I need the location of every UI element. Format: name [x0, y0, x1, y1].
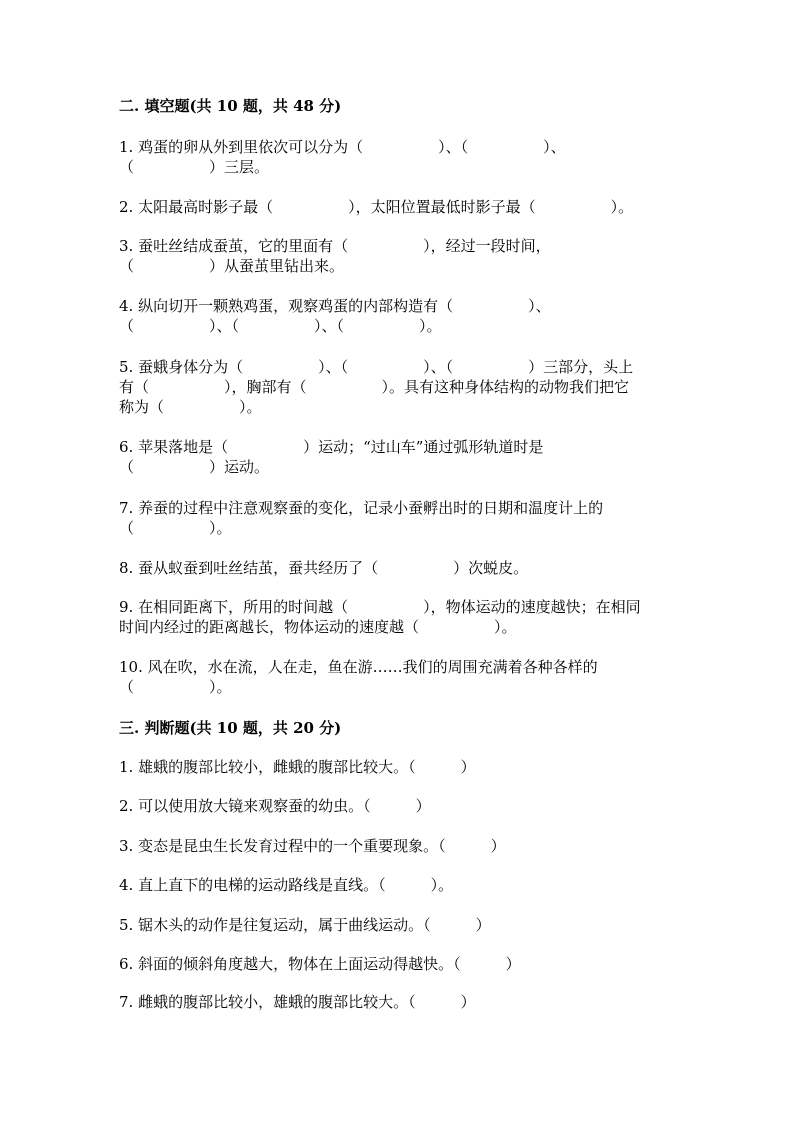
question-3-6 — [119, 954, 679, 974]
question-line: （ ）。 — [119, 519, 232, 537]
question-line: （ ）。 — [119, 678, 232, 696]
question-2-10 — [119, 657, 679, 697]
question-3-7 — [119, 992, 679, 1012]
question-3-4 — [119, 875, 679, 895]
question-line: 6. 斜面的倾斜角度越大，物体在上面运动得越快。（ ） — [119, 955, 521, 973]
question-2-7 — [119, 498, 679, 538]
question-2-9 — [119, 597, 679, 637]
question-2-4 — [119, 296, 679, 336]
question-line: 1. 鸡蛋的卵从外到里依次可以分为（ ）、（ ）、 — [119, 138, 566, 156]
question-2-5 — [119, 357, 679, 417]
question-line: 1. 雄蛾的腹部比较小，雌蛾的腹部比较大。（ ） — [119, 758, 476, 776]
question-2-8 — [119, 558, 679, 578]
question-2-1 — [119, 137, 679, 177]
question-line: （ ）、（ ）、（ ）。 — [119, 317, 442, 335]
section-title-true-false: 三. 判断题(共 10 题，共 20 分) — [119, 719, 342, 737]
question-line: 4. 直上直下的电梯的运动路线是直线。（ ）。 — [119, 876, 454, 894]
question-3-1 — [119, 757, 679, 777]
question-2-3 — [119, 236, 679, 276]
question-line: （ ）从蚕茧里钻出来。 — [119, 257, 345, 275]
question-line: 5. 蚕蛾身体分为（ ）、（ ）、（ ）三部分，头上 — [119, 358, 634, 376]
question-line: 8. 蚕从蚁蚕到吐丝结茧，蚕共经历了（ ）次蜕皮。 — [119, 559, 529, 577]
question-line: 9. 在相同距离下，所用的时间越（ ），物体运动的速度越快；在相同 — [119, 598, 641, 616]
question-line: 3. 变态是昆虫生长发育过程中的一个重要现象。（ ） — [119, 837, 506, 855]
question-2-2 — [119, 197, 679, 217]
question-line: 6. 苹果落地是（ ）运动；“过山车”通过弧形轨道时是 — [119, 438, 544, 456]
question-line: 时间内经过的距离越长，物体运动的速度越（ ）。 — [119, 618, 517, 636]
question-3-5 — [119, 915, 679, 935]
question-line: （ ）三层。 — [119, 158, 270, 176]
question-line: 3. 蚕吐丝结成蚕茧，它的里面有（ ），经过一段时间， — [119, 237, 551, 255]
question-line: 7. 养蚕的过程中注意观察蚕的变化，记录小蚕孵出时的日期和温度计上的 — [119, 499, 604, 517]
question-line: 5. 锯木头的动作是往复运动，属于曲线运动。（ ） — [119, 916, 491, 934]
question-3-3 — [119, 836, 679, 856]
question-line: 10. 风在吹，水在流，人在走，鱼在游……我们的周围充满着各种各样的 — [119, 658, 598, 676]
question-line: 7. 雌蛾的腹部比较小，雄蛾的腹部比较大。（ ） — [119, 993, 476, 1011]
section-title-fill-in-blank: 二. 填空题(共 10 题，共 48 分) — [119, 97, 342, 115]
question-line: （ ）运动。 — [119, 458, 270, 476]
question-line: 2. 可以使用放大镜来观察蚕的幼虫。（ ） — [119, 797, 431, 815]
question-2-6 — [119, 437, 679, 477]
question-line: 有（ ），胸部有（ ）。具有这种身体结构的动物我们把它 — [119, 378, 630, 396]
question-3-2 — [119, 796, 679, 816]
question-line: 称为（ ）。 — [119, 398, 262, 416]
question-line: 2. 太阳最高时影子最（ ），太阳位置最低时影子最（ ）。 — [119, 198, 634, 216]
question-line: 4. 纵向切开一颗熟鸡蛋，观察鸡蛋的内部构造有（ ）、 — [119, 297, 551, 315]
